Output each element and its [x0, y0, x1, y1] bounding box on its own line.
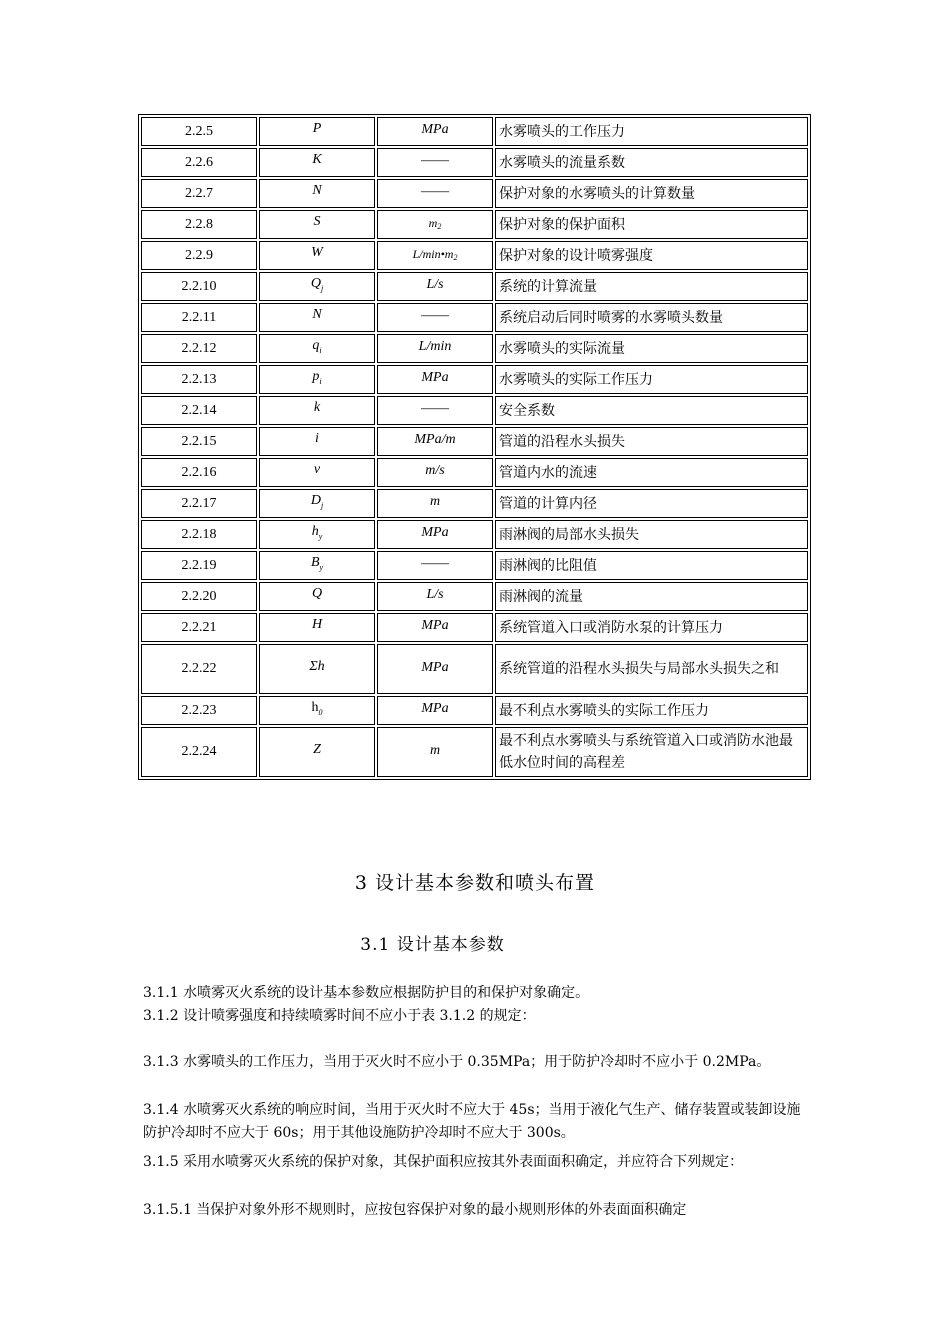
- unit-cell: [377, 696, 493, 725]
- symbol-text: h: [311, 524, 319, 539]
- unit-cell: [377, 551, 493, 580]
- symbol-cell: [259, 179, 375, 208]
- symbol-text: k: [313, 400, 321, 415]
- table-row: [141, 727, 808, 777]
- clause-number-cell: 2.2.8: [141, 210, 257, 239]
- symbol-subscript: i: [319, 377, 322, 386]
- unit-cell: [377, 427, 493, 456]
- unit-text: L/s: [426, 587, 444, 602]
- unit-superscript: 2: [437, 221, 442, 231]
- unit-text: MPa/m: [414, 432, 456, 447]
- unit-cell: [377, 458, 493, 487]
- unit-cell: [377, 272, 493, 301]
- unit-cell: [377, 582, 493, 611]
- description-cell: 雨淋阀的比阻值: [495, 551, 808, 580]
- symbol-subscript: y: [318, 532, 323, 541]
- unit-cell: [377, 520, 493, 549]
- unit-cell: [377, 117, 493, 146]
- unit-cell: [377, 396, 493, 425]
- description-cell: 管道的沿程水头损失: [495, 427, 808, 456]
- description-cell: 保护对象的水雾喷头的计算数量: [495, 179, 808, 208]
- table-row: [141, 644, 808, 694]
- clause-number-cell: 2.2.18: [141, 520, 257, 549]
- paragraph-3-1-5-1: 3.1.5.1 当保护对象外形不规则时，应按包容保护对象的最小规则形体的外表面面积确定: [143, 1202, 687, 1218]
- unit-text: L/min: [418, 339, 452, 354]
- unit-cell: [377, 727, 493, 777]
- unit-text: ——: [421, 556, 449, 571]
- symbol-text: P: [312, 121, 322, 136]
- symbol-text: Z: [313, 741, 321, 757]
- paragraph-3-1-5: 3.1.5 采用水喷雾灭火系统的保护对象，其保护面积应按其外表面面积确定，并应符合下列规定：: [143, 1154, 744, 1170]
- unit-cell: [377, 365, 493, 394]
- clause-number-cell: 2.2.7: [141, 179, 257, 208]
- unit-text: MPa: [421, 525, 449, 540]
- symbol-subscript: j: [320, 284, 324, 293]
- unit-text: m: [428, 215, 438, 230]
- clause-number-cell: 2.2.14: [141, 396, 257, 425]
- unit-superscript: 2: [453, 252, 458, 262]
- symbol-subscript: 0: [318, 708, 323, 717]
- unit-cell: [377, 644, 493, 694]
- symbol-text: N: [312, 307, 322, 322]
- unit-cell: [377, 241, 493, 270]
- clause-number-cell: 2.2.16: [141, 458, 257, 487]
- symbol-cell: [259, 644, 375, 694]
- symbol-text: q: [312, 338, 320, 353]
- description-cell: 系统的计算流量: [495, 272, 808, 301]
- symbol-cell: [259, 117, 375, 146]
- symbol-text: W: [311, 245, 323, 260]
- unit-text: ——: [421, 153, 449, 168]
- symbol-subscript: j: [320, 501, 324, 510]
- symbol-cell: [259, 365, 375, 394]
- table-row: [141, 117, 808, 146]
- description-cell: 水雾喷头的实际流量: [495, 334, 808, 363]
- symbol-text: i: [315, 431, 319, 446]
- symbol-cell: [259, 303, 375, 332]
- symbol-cell: [259, 727, 375, 777]
- table-row: [141, 210, 808, 239]
- unit-text: m: [429, 494, 441, 509]
- unit-text: m/s: [425, 463, 445, 478]
- description-cell: 最不利点水雾喷头的实际工作压力: [495, 696, 808, 725]
- symbol-text: H: [311, 617, 323, 632]
- description-cell: 保护对象的设计喷雾强度: [495, 241, 808, 270]
- table-row: [141, 520, 808, 549]
- symbol-text: h: [311, 700, 319, 715]
- symbol-text: Σh: [309, 658, 325, 674]
- clause-number-cell: 2.2.6: [141, 148, 257, 177]
- subsection-heading: 3.1 设计基本参数: [360, 935, 505, 955]
- section-heading: 3 设计基本参数和喷头布置: [354, 872, 596, 894]
- symbol-cell: [259, 696, 375, 725]
- clause-number-cell: 2.2.12: [141, 334, 257, 363]
- table-row: [141, 427, 808, 456]
- table-row: [141, 489, 808, 518]
- symbol-text: Q: [311, 586, 323, 601]
- description-cell: 雨淋阀的局部水头损失: [495, 520, 808, 549]
- table-row: [141, 148, 808, 177]
- symbol-subscript: i: [319, 346, 322, 355]
- symbol-cell: [259, 427, 375, 456]
- description-cell: 最不利点水雾喷头与系统管道入口或消防水池最低水位时间的高程差: [495, 727, 808, 777]
- symbol-cell: [259, 458, 375, 487]
- unit-cell: [377, 303, 493, 332]
- symbol-cell: [259, 334, 375, 363]
- table-row: [141, 334, 808, 363]
- table-row: [141, 582, 808, 611]
- symbol-table: [138, 114, 811, 780]
- clause-number-cell: 2.2.19: [141, 551, 257, 580]
- symbol-text: S: [313, 214, 321, 229]
- unit-text: ——: [421, 308, 449, 323]
- description-cell: 系统管道的沿程水头损失与局部水头损失之和: [495, 644, 808, 694]
- symbol-cell: [259, 148, 375, 177]
- paragraph-3-1-4: 3.1.4 水喷雾灭火系统的响应时间，当用于灭火时不应大于 45s；当用于液化气生产、储存装置或装卸设施防护冷却时不应大于 60s；用于其他设施防护冷却时不应大于 300s。: [143, 1102, 801, 1141]
- symbol-text: Q: [310, 276, 321, 291]
- description-cell: 水雾喷头的流量系数: [495, 148, 808, 177]
- symbol-cell: [259, 582, 375, 611]
- table-row: [141, 241, 808, 270]
- unit-cell: [377, 210, 493, 239]
- clause-number-cell: 2.2.5: [141, 117, 257, 146]
- description-cell: 水雾喷头的工作压力: [495, 117, 808, 146]
- clause-number-cell: 2.2.10: [141, 272, 257, 301]
- symbol-text: p: [312, 369, 320, 384]
- unit-text: MPa: [421, 701, 449, 716]
- symbol-cell: [259, 489, 375, 518]
- symbol-cell: [259, 520, 375, 549]
- clause-number-cell: 2.2.15: [141, 427, 257, 456]
- clause-number-cell: 2.2.23: [141, 696, 257, 725]
- table-row: [141, 696, 808, 725]
- clause-number-cell: 2.2.24: [141, 727, 257, 777]
- unit-text: MPa: [421, 122, 449, 137]
- clause-number-cell: 2.2.20: [141, 582, 257, 611]
- unit-text: MPa: [421, 659, 449, 675]
- table-row: [141, 458, 808, 487]
- symbol-cell: [259, 551, 375, 580]
- description-cell: 保护对象的保护面积: [495, 210, 808, 239]
- unit-cell: [377, 148, 493, 177]
- unit-text: ——: [421, 184, 449, 199]
- description-cell: 安全系数: [495, 396, 808, 425]
- symbol-text: N: [312, 183, 322, 198]
- unit-cell: [377, 489, 493, 518]
- symbol-cell: [259, 396, 375, 425]
- description-cell: 雨淋阀的流量: [495, 582, 808, 611]
- symbol-text: K: [312, 152, 322, 167]
- table-row: [141, 396, 808, 425]
- description-cell: 系统管道入口或消防水泵的计算压力: [495, 613, 808, 642]
- clause-number-cell: 2.2.17: [141, 489, 257, 518]
- table-row: [141, 272, 808, 301]
- table-row: [141, 365, 808, 394]
- clause-number-cell: 2.2.11: [141, 303, 257, 332]
- table-row: [141, 303, 808, 332]
- symbol-subscript: y: [319, 563, 324, 572]
- table-row: [141, 179, 808, 208]
- unit-cell: [377, 334, 493, 363]
- symbol-cell: [259, 272, 375, 301]
- symbol-cell: [259, 613, 375, 642]
- symbol-text: D: [310, 493, 321, 508]
- unit-cell: [377, 179, 493, 208]
- table-row: [141, 551, 808, 580]
- paragraph-3-1-1: 3.1.1 水喷雾灭火系统的设计基本参数应根据防护目的和保护对象确定。: [143, 985, 590, 1001]
- paragraph-3-1-2: 3.1.2 设计喷雾强度和持续喷雾时间不应小于表 3.1.2 的规定：: [143, 1008, 536, 1024]
- unit-text: MPa: [421, 618, 449, 633]
- description-cell: 水雾喷头的实际工作压力: [495, 365, 808, 394]
- symbol-cell: [259, 241, 375, 270]
- unit-text: L/s: [426, 277, 444, 292]
- unit-text: L/min•m: [412, 246, 454, 261]
- description-cell: 管道内水的流速: [495, 458, 808, 487]
- table-row: [141, 613, 808, 642]
- unit-cell: [377, 613, 493, 642]
- clause-number-cell: 2.2.9: [141, 241, 257, 270]
- clause-number-cell: 2.2.21: [141, 613, 257, 642]
- unit-text: m: [429, 742, 441, 758]
- description-cell: 管道的计算内径: [495, 489, 808, 518]
- clause-number-cell: 2.2.13: [141, 365, 257, 394]
- paragraph-3-1-3: 3.1.3 水雾喷头的工作压力，当用于灭火时不应小于 0.35MPa；用于防护冷却时不应小于 0.2MPa。: [143, 1054, 771, 1070]
- symbol-table-body: [141, 117, 808, 777]
- symbol-text: B: [310, 555, 320, 570]
- unit-text: MPa: [421, 370, 449, 385]
- symbol-cell: [259, 210, 375, 239]
- description-cell: 系统启动后同时喷雾的水雾喷头数量: [495, 303, 808, 332]
- symbol-text: v: [313, 462, 321, 477]
- clause-number-cell: 2.2.22: [141, 644, 257, 694]
- unit-text: ——: [421, 401, 449, 416]
